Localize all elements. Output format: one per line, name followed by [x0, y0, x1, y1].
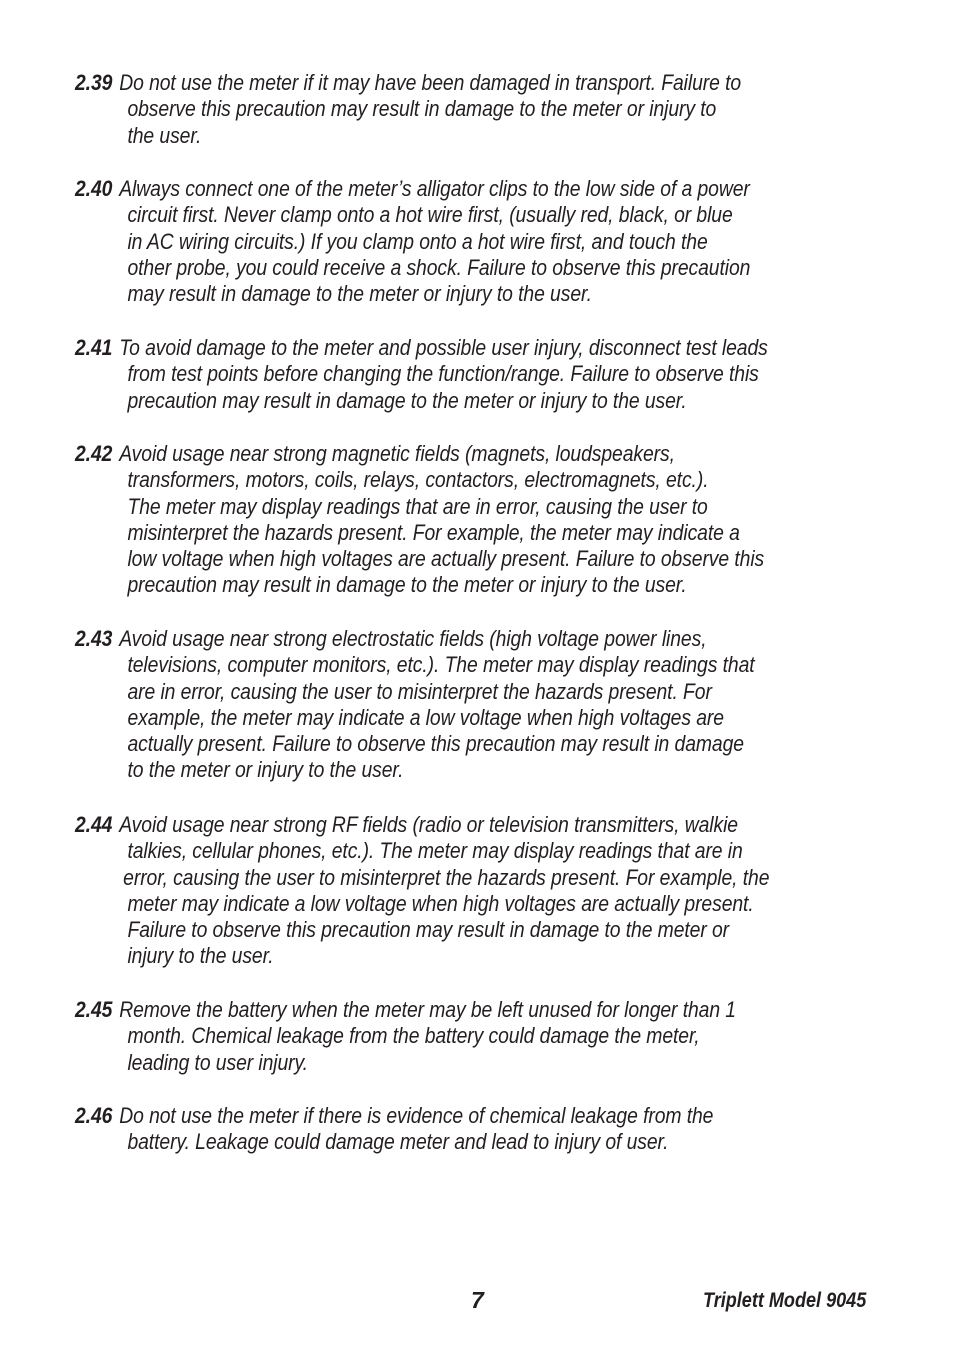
- precaution-line: talkies, cellular phones, etc.). The meter may display readings that are in: [127, 838, 743, 864]
- precaution-line: 2.39 Do not use the meter if it may have been damaged in transport. Failure to: [75, 70, 742, 95]
- precaution-line: televisions, computer monitors, etc.). The meter may display readings that: [127, 652, 755, 678]
- precaution-2-41: [75, 335, 887, 414]
- precaution-line: Failure to observe this precaution may result in damage to the meter or: [127, 917, 730, 943]
- model-name: Triplett Model 9045: [703, 1289, 867, 1312]
- precaution-line: example, the meter may indicate a low voltage when high voltages are: [127, 704, 724, 730]
- precaution-number: 2.45: [75, 997, 113, 1022]
- precaution-line: 2.43 Avoid usage near strong electrostatic fields (high voltage power lines,: [75, 626, 707, 651]
- precaution-line: 2.42 Avoid usage near strong magnetic fields (magnets, loudspeakers,: [75, 441, 675, 466]
- precaution-line: 2.40 Always connect one of the meter’s alligator clips to the low side of a power: [75, 176, 750, 201]
- precaution-line: The meter may display readings that are in error, causing the user to: [127, 493, 708, 519]
- precaution-line: meter may indicate a low voltage when high voltages are actually present.: [127, 890, 754, 916]
- precaution-line: month. Chemical leakage from the battery could damage the meter,: [127, 1023, 700, 1049]
- precaution-line: 2.46 Do not use the meter if there is evidence of chemical leakage from the: [75, 1103, 714, 1128]
- precaution-line: 2.44 Avoid usage near strong RF fields (radio or television transmitters, walkie: [75, 812, 738, 837]
- precaution-number: 2.40: [75, 176, 113, 201]
- precaution-line: actually present. Failure to observe this precaution may result in damage: [127, 731, 744, 757]
- precaution-line: from test points before changing the function/range. Failure to observe this: [127, 361, 759, 387]
- precaution-line: observe this precaution may result in damage to the meter or injury to: [127, 96, 717, 122]
- precaution-2-43: [75, 626, 887, 784]
- precaution-line: 2.45 Remove the battery when the meter may be left unused for longer than 1: [75, 997, 736, 1022]
- precaution-2-45: [75, 997, 887, 1076]
- precaution-2-40: [75, 176, 887, 307]
- precaution-2-44: [75, 812, 887, 970]
- precaution-number: 2.44: [75, 812, 113, 837]
- precaution-line: the user.: [127, 122, 202, 148]
- precaution-line: to the meter or injury to the user.: [127, 757, 404, 783]
- precaution-number: 2.42: [75, 441, 113, 466]
- precaution-number: 2.46: [75, 1103, 113, 1128]
- precaution-2-46: [75, 1103, 887, 1156]
- precaution-line: error, causing the user to misinterpret the hazards present. For example, the: [123, 864, 770, 890]
- precaution-line: are in error, causing the user to misinterpret the hazards present. For: [127, 678, 712, 704]
- precaution-number: 2.39: [75, 70, 113, 95]
- precaution-number: 2.43: [75, 626, 113, 651]
- precaution-line: may result in damage to the meter or injury to the user.: [127, 281, 592, 307]
- precaution-line: precaution may result in damage to the meter or injury to the user.: [127, 387, 687, 413]
- precaution-line: misinterpret the hazards present. For example, the meter may indicate a: [127, 519, 740, 545]
- precaution-number: 2.41: [75, 335, 113, 360]
- precaution-line: precaution may result in damage to the meter or injury to the user.: [127, 572, 687, 598]
- precaution-line: other probe, you could receive a shock. Failure to observe this precaution: [127, 254, 751, 280]
- precaution-line: transformers, motors, coils, relays, contactors, electromagnets, etc.).: [127, 467, 709, 493]
- precaution-line: circuit first. Never clamp onto a hot wire first, (usually red, black, or blue: [127, 202, 733, 228]
- precaution-line: 2.41 To avoid damage to the meter and possible user injury, disconnect test leads: [75, 335, 768, 360]
- precaution-line: injury to the user.: [127, 943, 274, 969]
- precaution-2-42: [75, 441, 887, 599]
- precaution-2-39: [75, 70, 887, 149]
- precaution-line: in AC wiring circuits.) If you clamp onto a hot wire first, and touch the: [127, 228, 708, 254]
- precaution-line: battery. Leakage could damage meter and lead to injury of user.: [127, 1129, 669, 1155]
- precaution-line: low voltage when high voltages are actually present. Failure to observe this: [127, 546, 765, 572]
- precaution-line: leading to user injury.: [127, 1049, 308, 1075]
- page-number: 7: [471, 1287, 484, 1313]
